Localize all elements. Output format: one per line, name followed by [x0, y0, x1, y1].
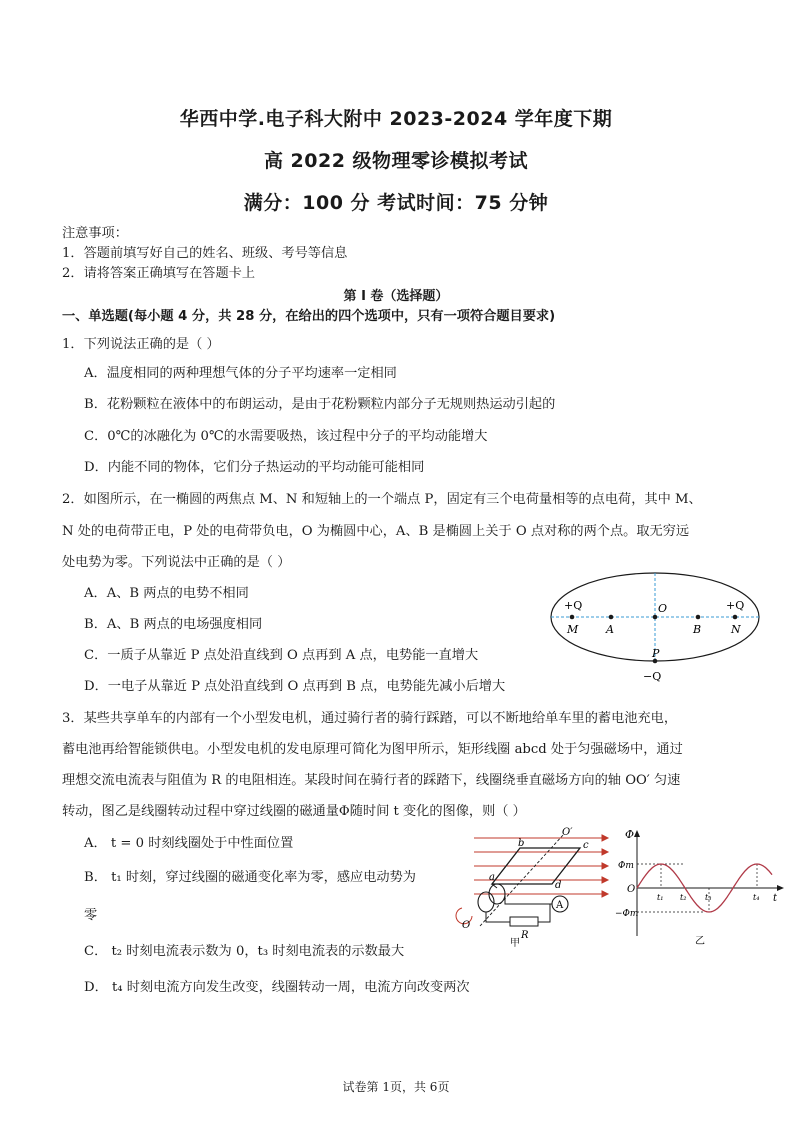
- ellipse-figure: [545, 570, 770, 690]
- q1-option-b: B．花粉颗粒在液体中的布朗运动，是由于花粉颗粒内部分子无规则热运动引起的: [84, 397, 556, 412]
- phi-label: Φ: [625, 828, 635, 841]
- q3-stem-line-4: 转动，图乙是线圈转动过程中穿过线圈的磁通量Φ随时间 t 变化的图像，则（ ）: [62, 804, 526, 819]
- page-footer: 试卷第 1页，共 6页: [342, 1080, 450, 1094]
- t1-label: t₁: [657, 893, 664, 902]
- label-p: P: [652, 647, 660, 660]
- label-plus-q-right: +Q: [726, 599, 745, 612]
- notice-item-2: 2．请将答案正确填写在答题卡上: [62, 266, 256, 281]
- label-b: b: [518, 838, 525, 849]
- q2-option-d: D．一电子从靠近 P 点处沿直线到 O 点再到 B 点，电势能先减小后增大: [84, 679, 506, 694]
- q2-stem-line-3: 处电势为零。下列说法中正确的是（ ）: [62, 555, 291, 570]
- generator-figure: [452, 826, 622, 948]
- point-b: [696, 615, 701, 620]
- q2-stem-line-2: N 处的电荷带正电，P 处的电荷带负电，O 为椭圆中心，A、B 是椭圆上关于 O 点对称的两个点。取无穷远: [62, 524, 690, 539]
- q3-option-c: C． t₂ 时刻电流表示数为 0，t₃ 时刻电流表的示数最大: [84, 944, 405, 959]
- point-n: [733, 615, 738, 620]
- label-plus-q-left: +Q: [564, 599, 583, 612]
- title-line-1: 华西中学.电子科大附中 2023-2024 学年度下期: [179, 108, 613, 130]
- q2-option-c: C．一质子从靠近 P 点处沿直线到 O 点再到 A 点，电势能一直增大: [84, 648, 479, 663]
- q3-stem-line-1: 3．某些共享单车的内部有一个小型发电机，通过骑行者的骑行踩踏，可以不断地给单车里的蓄电池充电，: [62, 711, 678, 726]
- q1-option-a: A．温度相同的两种理想气体的分子平均速率一定相同: [84, 366, 397, 381]
- label-n: N: [731, 623, 741, 636]
- notice-item-1: 1．答题前填写好自己的姓名、班级、考号等信息: [62, 246, 348, 261]
- q2-option-b: B．A、B 两点的电场强度相同: [84, 617, 263, 632]
- label-o: O: [462, 920, 471, 931]
- label-b: B: [693, 623, 702, 636]
- q1-stem: 1．下列说法正确的是（ ）: [62, 337, 220, 352]
- t2-label: t₂: [680, 893, 687, 902]
- figure-jia-label: 甲: [510, 938, 520, 948]
- part1-heading: 一、单选题(每小题 4 分，共 28 分，在给出的四个选项中，只有一项符合题目要求): [62, 309, 556, 324]
- label-d: d: [555, 880, 562, 891]
- q2-option-a: A．A、B 两点的电势不相同: [84, 586, 249, 601]
- label-o-prime: O′: [562, 827, 573, 838]
- label-o: O: [658, 602, 668, 615]
- figure-yi-label: 乙: [695, 936, 705, 947]
- q3-stem-line-3: 理想交流电流表与阻值为 R 的电阻相连。某段时间在骑行者的踩踏下，线圈绕垂直磁场方向的轴 OO′ 匀速: [62, 773, 681, 788]
- q3-option-d: D． t₄ 时刻电流方向发生改变，线圈转动一周，电流方向改变两次: [84, 980, 470, 995]
- label-a: A: [606, 623, 614, 636]
- title-line-3: 满分：100 分 考试时间：75 分钟: [243, 192, 549, 214]
- point-m: [570, 615, 575, 620]
- resistor-r: [510, 917, 538, 926]
- q1-option-d: D．内能不同的物体，它们分子热运动的平均动能可能相同: [84, 460, 425, 475]
- t-label: t: [773, 893, 778, 904]
- title-line-2: 高 2022 级物理零诊模拟考试: [263, 150, 529, 172]
- notice-heading: 注意事项：: [62, 226, 128, 241]
- label-a: a: [489, 872, 495, 883]
- label-r: R: [521, 930, 529, 941]
- point-o: [653, 615, 658, 620]
- label-minus-q: −Q: [643, 670, 662, 683]
- ammeter-label: A: [556, 900, 564, 911]
- t4-label: t₄: [753, 893, 760, 902]
- volume-heading: 第 I 卷（选择题）: [343, 289, 449, 304]
- t3-label: t₃: [705, 893, 712, 902]
- origin-label: O: [627, 884, 636, 895]
- point-a: [609, 615, 614, 620]
- label-c: c: [583, 840, 589, 851]
- phi-m-label: Φm: [618, 861, 634, 871]
- q3-option-a: A． t = 0 时刻线圈处于中性面位置: [84, 836, 294, 851]
- q1-option-c: C．0℃的冰融化为 0℃的水需要吸热，该过程中分子的平均动能增大: [84, 429, 488, 444]
- q3-option-b-line-1: B． t₁ 时刻，穿过线圈的磁通变化率为零，感应电动势为: [84, 870, 416, 885]
- q3-stem-line-2: 蓄电池再给智能锁供电。小型发电机的发电原理可简化为图甲所示，矩形线圈 abcd 处于匀强磁场中，通过: [62, 742, 683, 757]
- label-m: M: [567, 623, 579, 636]
- neg-phi-m-label: −Φm: [615, 909, 639, 919]
- q3-option-b-line-2: 零: [84, 908, 98, 923]
- q2-stem-line-1: 2．如图所示，在一椭圆的两焦点 M、N 和短轴上的一个端点 P，固定有三个电荷量相等的点电荷，其中 M、: [62, 492, 702, 507]
- flux-graph: [615, 826, 790, 948]
